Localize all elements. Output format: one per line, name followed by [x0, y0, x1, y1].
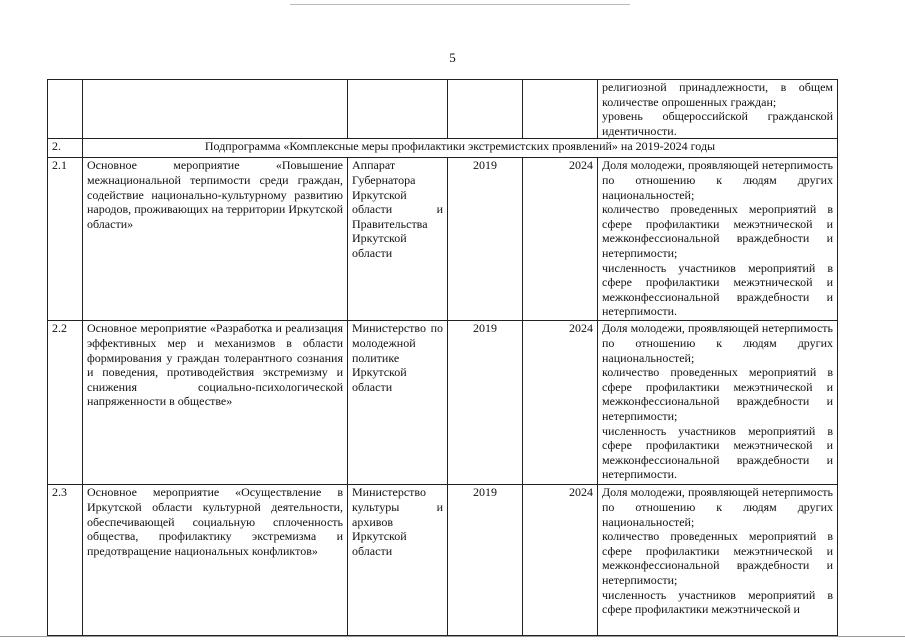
activity-name: Основное мероприятие «Разработка и реализация эффективных мер и механизмов в области формирования у граждан толерантного сознания и поведения, противодействия экстремизму и снижения социально-психологической напряженности в обществе» — [83, 321, 348, 485]
indicators — [598, 321, 838, 485]
indicator-text: численность участников мероприятий в сфере профилактики межэтнической и межконфессиональной враждебности и нетерпимости. — [602, 423, 833, 482]
activity-name: Основное мероприятие «Повышение межнациональной терпимости среди граждан, содействие национально-культурному развитию народов, проживающих на территории Иркутской области» — [83, 158, 348, 321]
indicator-text: численность участников мероприятий в сфере профилактики межэтнической и межконфессиональной враждебности и нетерпимости. — [602, 260, 833, 319]
row-number: 2.3 — [48, 485, 83, 636]
indicator-text: уровень общероссийской гражданской идентичности. — [602, 109, 833, 138]
indicators — [598, 158, 838, 321]
continuation-row — [48, 80, 838, 139]
program-table — [47, 79, 838, 636]
executor: Аппарат Губернатора Иркутской области и Правительства Иркутской области — [348, 158, 448, 321]
cell-name — [83, 80, 348, 139]
row-number: 2.2 — [48, 321, 83, 485]
indicators — [598, 485, 838, 636]
indicator-text: религиозной принадлежности, в общем количестве опрошенных граждан; — [602, 80, 833, 109]
top-scan-rule — [290, 4, 630, 5]
bottom-scan-rule — [0, 636, 905, 637]
activity-name: Основное мероприятие «Осуществление в Иркутской области культурной деятельности, обеспечивающей социальную сплоченность общества, профилактику экстремизма и предотвращение национальных конфликтов» — [83, 485, 348, 636]
table-row — [48, 321, 838, 485]
year-end: 2024 — [523, 158, 598, 321]
indicator-text: количество проведенных мероприятий в сфере профилактики межэтнической и межконфессиональной враждебности и нетерпимости; — [602, 202, 833, 260]
executor: Министерство культуры и архивов Иркутской области — [348, 485, 448, 636]
executor: Министерство по молодежной политике Иркутской области — [348, 321, 448, 485]
cell-year-start — [448, 80, 523, 139]
year-start: 2019 — [448, 485, 523, 636]
year-end: 2024 — [523, 485, 598, 636]
page-number: 5 — [449, 50, 456, 65]
table-row — [48, 158, 838, 321]
row-number: 2.1 — [48, 158, 83, 321]
indicator-text: Доля молодежи, проявляющей нетерпимость по отношению к людям других национальностей; — [602, 321, 833, 365]
indicator-text: Доля молодежи, проявляющей нетерпимость по отношению к людям других национальностей; — [602, 158, 833, 202]
indicator-text: численность участников мероприятий в сфере профилактики межэтнической и — [602, 587, 833, 617]
year-end: 2024 — [523, 321, 598, 485]
year-start: 2019 — [448, 321, 523, 485]
indicator-text: Доля молодежи, проявляющей нетерпимость по отношению к людям других национальностей; — [602, 485, 833, 529]
cell-year-end — [523, 80, 598, 139]
table-row — [48, 485, 838, 636]
cell-num — [48, 80, 83, 139]
cell-executor — [348, 80, 448, 139]
subprogram-number: 2. — [48, 139, 83, 158]
cell-indicators — [598, 80, 838, 139]
indicator-text: количество проведенных мероприятий в сфере профилактики межэтнической и межконфессиональной враждебности и нетерпимости; — [602, 529, 833, 587]
subprogram-title: Подпрограмма «Комплексные меры профилактики экстремистских проявлений» на 2019-2024 годы — [83, 139, 838, 158]
year-start: 2019 — [448, 158, 523, 321]
subprogram-row — [48, 139, 838, 158]
indicator-text: количество проведенных мероприятий в сфере профилактики межэтнической и межконфессиональной враждебности и нетерпимости; — [602, 365, 833, 423]
